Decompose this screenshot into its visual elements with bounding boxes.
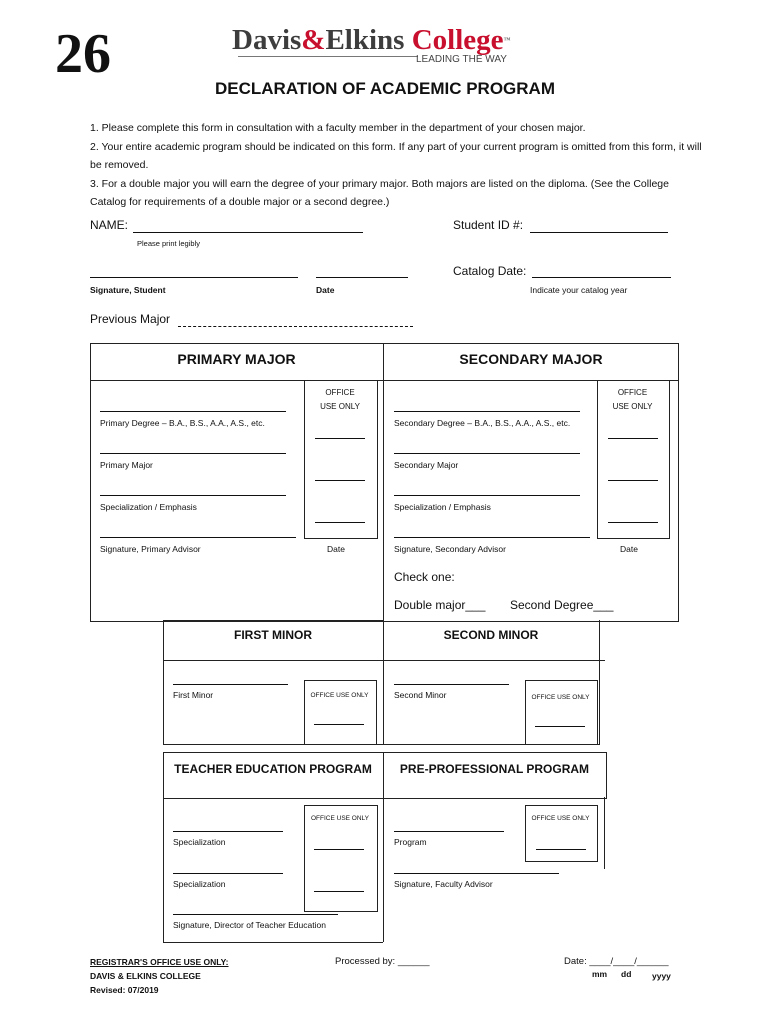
first-minor-office-box xyxy=(304,680,377,745)
form-number: 26 xyxy=(55,23,111,85)
teacher-spec-label-2: Specialization xyxy=(173,879,226,889)
name-field[interactable] xyxy=(133,232,363,233)
primary-major-title: PRIMARY MAJOR xyxy=(177,351,296,367)
print-hint: Please print legibly xyxy=(137,239,200,248)
teacher-spec-field-2[interactable] xyxy=(173,873,283,874)
check-one-label: Check one: xyxy=(394,570,455,584)
primary-degree-field[interactable] xyxy=(100,411,286,412)
primary-degree-label: Primary Degree – B.A., B.S., A.A., A.S., etc. xyxy=(100,418,265,428)
tagline: LEADING THE WAY xyxy=(416,54,507,65)
secondary-spec-label: Specialization / Emphasis xyxy=(394,502,491,512)
secondary-spec-field[interactable] xyxy=(394,495,580,496)
primary-spec-label: Specialization / Emphasis xyxy=(100,502,197,512)
catalog-date-label: Catalog Date: xyxy=(453,264,527,278)
college-logo: Davis&Elkins College™ LEADING THE WAY xyxy=(232,24,511,65)
preprof-program-label: Program xyxy=(394,837,427,847)
preprof-office-box xyxy=(525,805,598,862)
first-minor-office-label: OFFICE USE ONLY xyxy=(310,692,369,699)
first-minor-title: FIRST MINOR xyxy=(234,628,312,642)
second-minor-title: SECOND MINOR xyxy=(443,628,539,642)
secondary-major-label: Secondary Major xyxy=(394,460,459,470)
second-minor-office-field[interactable] xyxy=(535,726,585,727)
teacher-office-field-1[interactable] xyxy=(314,849,364,850)
majors-section xyxy=(90,343,679,622)
footer-date: Date: ____/____/______ xyxy=(564,956,669,967)
preprof-office-label: OFFICE USE ONLY xyxy=(531,815,590,822)
majors-divider xyxy=(383,343,384,620)
secondary-office-field-1[interactable] xyxy=(608,438,658,439)
primary-date-label: Date xyxy=(327,544,345,554)
teacher-spec-label-1: Specialization xyxy=(173,837,226,847)
second-minor-office-label: OFFICE USE ONLY xyxy=(531,694,590,701)
primary-office-field-3[interactable] xyxy=(315,522,365,523)
second-minor-field[interactable] xyxy=(394,684,509,685)
double-major-option[interactable]: Double major___ xyxy=(394,598,486,612)
student-id-label: Student ID #: xyxy=(453,218,524,232)
secondary-major-field[interactable] xyxy=(394,453,580,454)
date-label: Date xyxy=(316,285,335,295)
yyyy-label: yyyy xyxy=(652,971,671,981)
catalog-hint: Indicate your catalog year xyxy=(530,285,628,295)
teacher-sig-label: Signature, Director of Teacher Education xyxy=(173,920,326,930)
student-date-field[interactable] xyxy=(316,277,408,278)
preprof-office-field[interactable] xyxy=(536,849,586,850)
catalog-date-field[interactable] xyxy=(532,277,671,278)
college-name: DAVIS & ELKINS COLLEGE xyxy=(90,971,201,981)
preprof-program-title: PRE-PROFESSIONAL PROGRAM xyxy=(399,762,590,776)
student-id-field[interactable] xyxy=(530,232,668,233)
teacher-office-label: OFFICE USE ONLY xyxy=(310,815,370,822)
secondary-date-label: Date xyxy=(620,544,638,554)
primary-office-field-1[interactable] xyxy=(315,438,365,439)
previous-major-label: Previous Major xyxy=(90,312,171,326)
second-degree-option[interactable]: Second Degree___ xyxy=(510,598,614,612)
teacher-program-title: TEACHER EDUCATION PROGRAM xyxy=(174,762,372,776)
teacher-office-field-2[interactable] xyxy=(314,891,364,892)
faculty-sig-label: Signature, Faculty Advisor xyxy=(394,879,493,889)
revised-date: Revised: 07/2019 xyxy=(90,985,159,995)
secondary-sig-label: Signature, Secondary Advisor xyxy=(394,544,506,554)
signature-student-label: Signature, Student xyxy=(90,285,166,295)
secondary-office-label: OFFICE USE ONLY xyxy=(612,388,653,411)
programs-divider xyxy=(383,752,384,942)
primary-office-label: OFFICE USE ONLY xyxy=(320,388,360,411)
dd-label: dd xyxy=(621,969,632,979)
teacher-spec-field-1[interactable] xyxy=(173,831,283,832)
teacher-director-signature-field[interactable] xyxy=(173,914,338,915)
primary-spec-field[interactable] xyxy=(100,495,286,496)
faculty-advisor-signature-field[interactable] xyxy=(394,873,559,874)
mm-label: mm xyxy=(592,969,608,979)
first-minor-field[interactable] xyxy=(173,684,288,685)
secondary-major-title: SECONDARY MAJOR xyxy=(459,351,603,367)
student-signature-field[interactable] xyxy=(90,277,298,278)
primary-sig-label: Signature, Primary Advisor xyxy=(100,544,201,554)
name-label: NAME: xyxy=(90,218,129,232)
primary-office-field-2[interactable] xyxy=(315,480,365,481)
secondary-office-field-3[interactable] xyxy=(608,522,658,523)
previous-major-field[interactable] xyxy=(178,326,413,327)
processed-by: Processed by: ______ xyxy=(335,956,430,967)
instructions: 1. Please complete this form in consultation with a faculty member in the department of your chosen major. 2. Your entire academic program should be indicated on this form. If any part of your current program is omitted from this form, it will be removed. 3. For a double major you will earn the degree of your primary major. Both majors are listed on the diploma. (See the College Catalog for requirements of a double major or a second degree.) xyxy=(90,122,702,208)
primary-major-field[interactable] xyxy=(100,453,286,454)
first-minor-label: First Minor xyxy=(173,690,214,700)
page-title: DECLARATION OF ACADEMIC PROGRAM xyxy=(215,79,555,98)
second-minor-office-box xyxy=(525,680,598,745)
primary-advisor-signature-field[interactable] xyxy=(100,537,296,538)
secondary-degree-field[interactable] xyxy=(394,411,580,412)
secondary-degree-label: Secondary Degree – B.A., B.S., A.A., A.S., etc. xyxy=(394,418,571,428)
secondary-advisor-signature-field[interactable] xyxy=(394,537,590,538)
second-minor-label: Second Minor xyxy=(394,690,447,700)
secondary-office-field-2[interactable] xyxy=(608,480,658,481)
registrar-label: REGISTRAR'S OFFICE USE ONLY: xyxy=(90,957,229,967)
preprof-program-field[interactable] xyxy=(394,831,504,832)
first-minor-office-field[interactable] xyxy=(314,724,364,725)
primary-major-label: Primary Major xyxy=(100,460,153,470)
